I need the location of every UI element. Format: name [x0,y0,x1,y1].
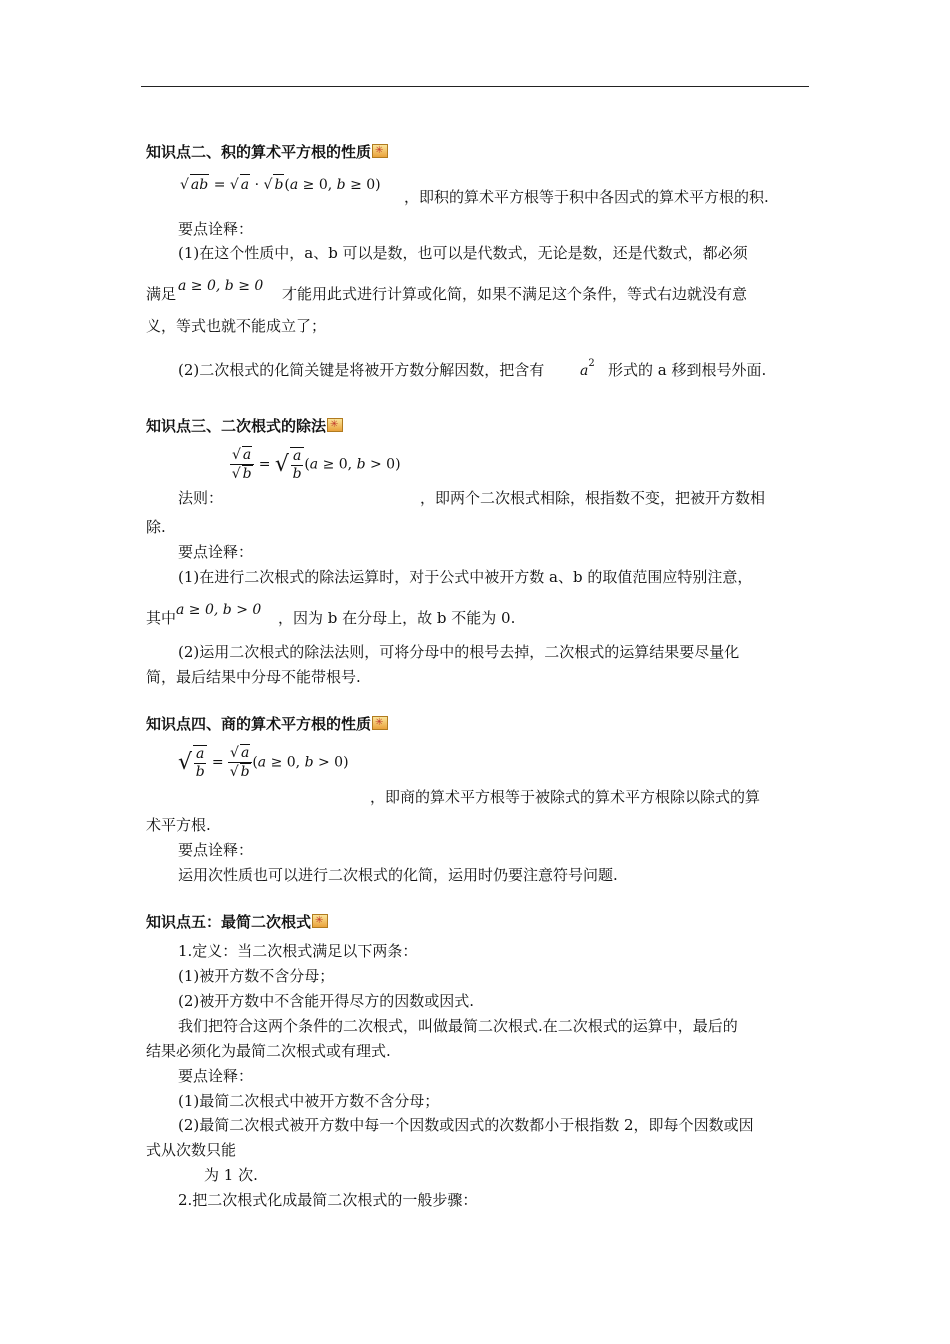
section-2-p2-pre: (2)二次根式的化简关键是将被开方数分解因数，把含有 [178,361,545,379]
section-2-title: 知识点二、积的算术平方根的性质 [146,143,372,161]
note-icon[interactable] [312,914,328,928]
note-icon[interactable] [327,418,343,432]
section-5-line2: (1)被开方数不含分母； [178,967,335,985]
section-5-line6: (1)最简二次根式中被开方数不含分母； [178,1092,440,1110]
section-4-formula: √ $\frac{a}{b}$ = $\frac{√ a}{√ b}$ (a ≥ 0, b > 0) [178,745,349,780]
section-4-desc: ，即商的算术平方根等于被除式的算术平方根除以除式的算 [370,788,761,806]
section-2-p2-math: $a^2$ [580,358,595,379]
section-2-condition: a ≥ 0, b ≥ 0 [178,278,264,294]
section-5-line1: 1.定义：当二次根式满足以下两条： [178,942,418,960]
section-4-heading [146,714,388,734]
note-icon[interactable] [372,144,388,158]
section-2-desc: ，即积的算术平方根等于积中各因式的算术平方根的积. [404,188,769,206]
section-5-line4: 我们把符合这两个条件的二次根式，叫做最简二次根式.在二次根式的运算中，最后的 [178,1017,738,1035]
section-2-formula: √ ab = √ a · √ b(a ≥ 0, b ≥ 0) [180,174,381,195]
section-3-p1-line2-post: ，因为 b 在分母上，故 b 不能为 0. [278,609,516,627]
section-2-p1-line2-pre: 满足 [146,285,177,303]
section-4-title: 知识点四、商的算术平方根的性质 [146,715,372,733]
section-5-line10: 2.把二次根式化成最简二次根式的一般步骤： [178,1191,478,1209]
section-5-heading [146,912,328,932]
section-5-title: 知识点五：最简二次根式 [146,913,312,931]
section-5-line8: 式从次数只能 [146,1141,237,1159]
section-2-notes-label: 要点诠释： [178,220,254,238]
section-4-notes-label: 要点诠释： [178,841,254,859]
section-5-line9: 为 1 次. [204,1166,258,1184]
section-3-p2-line1: (2)运用二次根式的除法法则，可将分母中的根号去掉，二次根式的运算结果要尽量化 [178,643,740,661]
section-3-p1-line1: (1)在进行二次根式的除法运算时，对于公式中被开方数 a、b 的取值范围应特别注意， [178,568,753,586]
section-2-heading [146,142,388,162]
section-3-p1-line2-pre: 其中 [146,609,177,627]
section-3-p2-line2: 简，最后结果中分母不能带根号. [146,668,361,686]
note-icon[interactable] [372,716,388,730]
section-5-line7: (2)最简二次根式被开方数中每一个因数或因式的次数都小于根指数 2，即每个因数或因 [178,1116,754,1134]
section-4-p1: 运用次性质也可以进行二次根式的化简，运用时仍要注意符号问题. [178,866,618,884]
section-3-title: 知识点三、二次根式的除法 [146,417,327,435]
section-3-condition: a ≥ 0, b > 0 [176,602,262,618]
section-2-p1-line3: 义，等式也就不能成立了； [146,317,327,335]
section-5-line5: 结果必须化为最简二次根式或有理式. [146,1042,391,1060]
section-2-p1-line2-post: 才能用此式进行计算或化简，如果不满足这个条件，等式右边就没有意 [282,285,748,303]
section-3-rule-label: 法则： [178,489,224,507]
section-3-notes-label: 要点诠释： [178,543,254,561]
section-3-formula: $\frac{√ a}{√ b}$ = √ $\frac{a}{b}$ (a ≥ 0, b > 0) [231,447,401,482]
header-rule [141,86,809,87]
section-2-p1-line1: (1)在这个性质中，a、b 可以是数，也可以是代数式，无论是数，还是代数式，都必须 [178,244,748,262]
section-3-desc2: 除. [146,518,166,536]
section-2-p2-post: 形式的 a 移到根号外面. [608,361,767,379]
section-4-desc2: 术平方根. [146,816,211,834]
section-3-heading [146,416,343,436]
section-5-line3: (2)被开方数中不含能开得尽方的因数或因式. [178,992,475,1010]
section-3-desc: ，即两个二次根式相除，根指数不变，把被开方数相 [420,489,766,507]
section-5-notes-label: 要点诠释： [178,1067,254,1085]
